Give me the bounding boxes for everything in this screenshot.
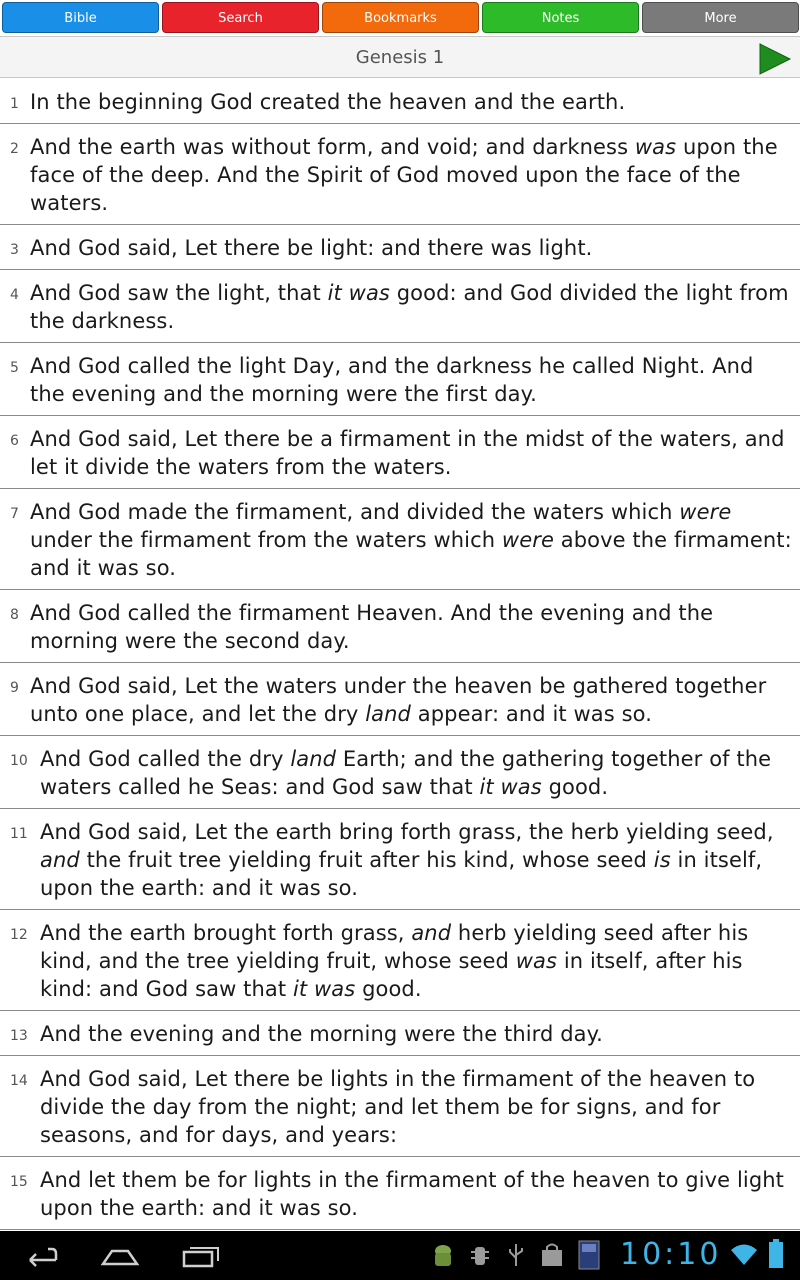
- verse-text-segment: good.: [541, 775, 609, 799]
- verse-text-segment: And God called the dry: [40, 747, 291, 771]
- verse-text-segment: upon the face of the deep. And the Spirit of God moved upon the face of the waters.: [30, 135, 778, 215]
- verse-text-segment: the fruit tree yielding fruit after his kind, whose seed: [79, 848, 654, 872]
- verse-row[interactable]: [0, 1157, 800, 1230]
- verse-text-segment: And God said, Let there be light: and there was light.: [30, 236, 593, 260]
- verse-row[interactable]: [0, 225, 800, 270]
- verse-number: 3: [10, 242, 19, 258]
- verse-list[interactable]: [0, 79, 800, 1231]
- verse-text: [0, 745, 794, 801]
- verse-text: [0, 599, 794, 655]
- verse-text-segment: appear: and it was so.: [410, 702, 652, 726]
- verse-text-segment: And let them be for lights in the firmament of the heaven to give light upon the earth: and it was so.: [40, 1168, 785, 1220]
- shopping-bag-icon: [540, 1242, 564, 1268]
- verse-text: [0, 425, 794, 481]
- verse-text: [0, 88, 794, 116]
- verse-number: 10: [10, 753, 28, 769]
- verse-text-segment: in itself, upon the earth: and it was so.: [40, 848, 763, 900]
- verse-number: 7: [10, 506, 19, 522]
- verse-number: 1: [10, 96, 19, 112]
- verse-text: [0, 133, 794, 217]
- verse-text-segment: And the earth was without form, and void; and darkness: [30, 135, 635, 159]
- verse-row[interactable]: [0, 79, 800, 124]
- tab-notes[interactable]: Notes: [482, 2, 639, 33]
- verse-italic-word: was: [515, 949, 558, 973]
- verse-text-segment: herb yielding seed after his kind, and the tree yielding fruit, whose seed: [40, 921, 749, 973]
- wifi-icon: [730, 1243, 758, 1267]
- verse-text: [0, 234, 794, 262]
- verse-text-segment: And God said, Let there be lights in the firmament of the heaven to divide the day from the night; and let them be for signs, and for seasons, and for days, and years:: [40, 1067, 756, 1147]
- verse-row[interactable]: [0, 663, 800, 736]
- verse-text-segment: And God said, Let there be a firmament in the midst of the waters, and let it divide the waters from the waters.: [30, 427, 785, 479]
- verse-row[interactable]: [0, 910, 800, 1011]
- verse-text-segment: Earth; and the gathering together of the waters called he Seas: and God saw that: [40, 747, 772, 799]
- verse-italic-word: it was: [479, 775, 542, 799]
- verse-italic-word: and: [411, 921, 452, 945]
- verse-number: 8: [10, 607, 19, 623]
- verse-row[interactable]: [0, 343, 800, 416]
- system-nav-bar: [0, 1231, 800, 1280]
- verse-italic-word: is: [653, 848, 671, 872]
- verse-text-segment: in itself, after his kind: and God saw that: [40, 949, 743, 1001]
- verse-row[interactable]: [0, 1056, 800, 1157]
- verse-number: 13: [10, 1028, 28, 1044]
- verse-italic-word: land: [290, 747, 337, 771]
- verse-number: 9: [10, 680, 19, 696]
- verse-text-segment: And God said, Let the earth bring forth grass, the herb yielding seed,: [40, 820, 774, 844]
- tab-bar: [0, 0, 800, 36]
- verse-text-segment: above the firmament: and it was so.: [30, 528, 792, 580]
- play-icon[interactable]: [758, 43, 792, 75]
- verse-row[interactable]: [0, 489, 800, 590]
- verse-number: 6: [10, 433, 19, 449]
- verse-text: [0, 498, 794, 582]
- sd-card-icon: [578, 1240, 600, 1270]
- verse-italic-word: land: [365, 702, 411, 726]
- tab-bible[interactable]: Bible: [2, 2, 159, 33]
- verse-text-segment: under the firmament from the waters which: [30, 528, 502, 552]
- tab-search[interactable]: Search: [162, 2, 319, 33]
- verse-row[interactable]: [0, 736, 800, 809]
- verse-number: 2: [10, 141, 19, 157]
- debug-icon: [470, 1243, 490, 1269]
- verse-text: [0, 818, 794, 902]
- verse-italic-word: were: [501, 528, 554, 552]
- verse-text: [0, 1020, 794, 1048]
- verse-text: [0, 279, 794, 335]
- tab-bookmarks[interactable]: Bookmarks: [322, 2, 479, 33]
- verse-number: 5: [10, 360, 19, 376]
- verse-text-segment: And the earth brought forth grass,: [40, 921, 412, 945]
- verse-italic-word: it was: [292, 977, 356, 1001]
- verse-text-segment: And God said, Let the waters under the heaven be gathered together unto one place, and let the dry: [30, 674, 767, 726]
- recent-apps-icon[interactable]: [182, 1244, 220, 1268]
- verse-row[interactable]: [0, 416, 800, 489]
- verse-text-segment: good: and God divided the light from the darkness.: [30, 281, 789, 333]
- verse-text-segment: And God made the firmament, and divided the waters which: [30, 500, 680, 524]
- verse-text: [0, 672, 794, 728]
- verse-italic-word: were: [679, 500, 732, 524]
- chapter-title: Genesis 1: [355, 47, 445, 68]
- verse-row[interactable]: [0, 270, 800, 343]
- verse-number: 11: [10, 826, 28, 842]
- back-icon[interactable]: [22, 1245, 58, 1267]
- verse-row[interactable]: [0, 590, 800, 663]
- verse-text-segment: good.: [355, 977, 422, 1001]
- verse-text-segment: And God saw the light, that: [30, 281, 328, 305]
- chapter-header: [0, 36, 800, 78]
- verse-italic-word: it was: [327, 281, 390, 305]
- verse-row[interactable]: [0, 809, 800, 910]
- usb-icon: [506, 1242, 526, 1268]
- verse-text-segment: And God called the light Day, and the darkness he called Night. And the evening and the morning were the first day.: [30, 354, 754, 406]
- verse-text: [0, 1065, 794, 1149]
- verse-number: 12: [10, 927, 28, 943]
- verse-number: 14: [10, 1073, 28, 1089]
- battery-icon: [768, 1239, 784, 1269]
- verse-text: [0, 352, 794, 408]
- verse-number: 15: [10, 1174, 28, 1190]
- verse-text-segment: In the beginning God created the heaven and the earth.: [30, 90, 626, 114]
- home-icon[interactable]: [100, 1245, 140, 1267]
- verse-italic-word: was: [634, 135, 677, 159]
- verse-row[interactable]: [0, 124, 800, 225]
- clock: 10:10: [620, 1237, 722, 1272]
- verse-number: 4: [10, 287, 19, 303]
- verse-text-segment: And God called the firmament Heaven. And the evening and the morning were the second day.: [30, 601, 714, 653]
- android-notification-icon: [432, 1243, 454, 1269]
- tab-more[interactable]: More: [642, 2, 799, 33]
- verse-italic-word: and: [40, 848, 80, 872]
- verse-text-segment: And the evening and the morning were the third day.: [40, 1022, 603, 1046]
- verse-text: [0, 1166, 794, 1222]
- verse-text: [0, 919, 794, 1003]
- verse-row[interactable]: [0, 1011, 800, 1056]
